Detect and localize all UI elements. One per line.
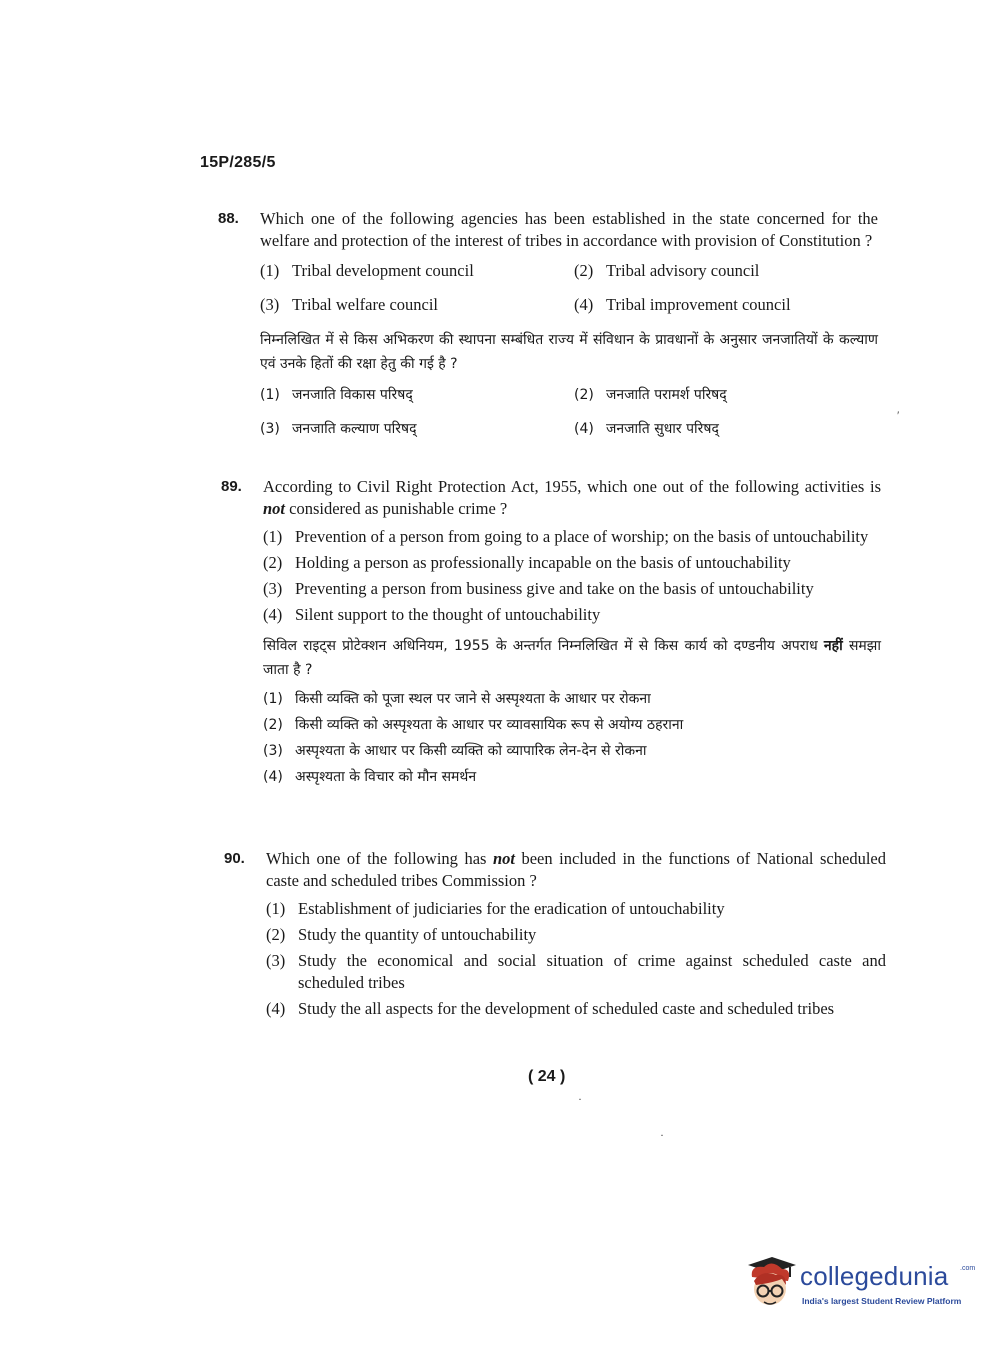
option <box>266 998 886 1020</box>
paper-code: 15P/285/5 <box>200 154 276 171</box>
option <box>266 898 886 920</box>
option-number: (1) <box>263 527 283 546</box>
option <box>266 924 886 946</box>
question-90 <box>224 848 886 1024</box>
scan-mark: ′ <box>897 408 900 422</box>
option-number: (4) <box>263 769 283 785</box>
option-text: Establishment of judiciaries for the eradication of untouchability <box>298 899 725 918</box>
option-text: Study the quantity of untouchability <box>298 925 537 944</box>
option-text: जनजाति सुधार परिषद् <box>606 421 719 437</box>
mascot-icon <box>742 1255 798 1311</box>
option-number: (2) <box>574 261 594 280</box>
option-number: (4) <box>263 605 283 624</box>
options-en <box>266 898 886 1020</box>
scan-mark: · <box>578 1092 582 1106</box>
option-number: (1) <box>260 261 280 280</box>
option <box>260 418 574 440</box>
option-number: (3) <box>260 421 280 437</box>
option-text: Tribal advisory council <box>606 261 760 280</box>
option-text: अस्पृश्यता के आधार पर किसी व्यक्ति को व्यापारिक लेन-देन से रोकना <box>295 743 647 759</box>
scan-mark: · <box>660 1128 664 1142</box>
option <box>263 688 881 710</box>
option-number: (1) <box>266 899 286 918</box>
option-text: किसी व्यक्ति को पूजा स्थल पर जाने से अस्पृश्यता के आधार पर रोकना <box>295 691 651 707</box>
emphasis-not: not <box>492 849 515 868</box>
option <box>260 260 574 282</box>
option-text: Tribal improvement council <box>606 295 791 314</box>
emphasis-nahin: नहीं <box>823 638 843 654</box>
option-number: (2) <box>266 925 286 944</box>
option-number: (3) <box>266 951 286 970</box>
option <box>260 294 574 316</box>
option <box>263 526 881 548</box>
option <box>574 384 878 406</box>
option <box>263 740 881 762</box>
option-text: Tribal welfare council <box>292 295 439 314</box>
option-number: (2) <box>574 387 594 403</box>
question-text-en <box>266 848 886 892</box>
question-88 <box>218 208 878 444</box>
option-number: (3) <box>263 743 283 759</box>
option <box>266 950 886 994</box>
question-text-hi <box>263 634 881 682</box>
option-number: (3) <box>260 295 280 314</box>
page-number: ( 24 ) <box>528 1068 566 1085</box>
option-number: (1) <box>263 691 283 707</box>
option <box>263 578 881 600</box>
option-text: जनजाति कल्याण परिषद् <box>292 421 417 437</box>
option-text: Study the all aspects for the development of scheduled caste and scheduled tribes <box>298 999 835 1018</box>
question-89 <box>221 476 881 792</box>
option-text: Prevention of a person from going to a place of worship; on the basis of untouchability <box>295 527 869 546</box>
option-text: जनजाति विकास परिषद् <box>292 387 413 403</box>
option-text: Study the economical and social situation of crime against scheduled caste and scheduled tribes <box>298 951 886 992</box>
option <box>263 604 881 626</box>
question-text-part: been included in the functions of National scheduled caste and scheduled tribes Commission ? <box>266 849 886 890</box>
option-text: Silent support to the thought of untouchability <box>295 605 601 624</box>
question-text-part: सिविल राइट्स प्रोटेक्शन अधिनियम, 1955 के अन्तर्गत निम्नलिखित में से किस कार्य को दण्डनीय अपराध <box>263 638 824 654</box>
question-text-part: Which one of the following has <box>266 849 493 868</box>
emphasis-not: not <box>263 499 286 518</box>
question-text-part: According to Civil Right Protection Act, 1955, which one out of the following activities is <box>263 477 881 496</box>
option-number: (3) <box>263 579 283 598</box>
question-text-part: समझा जाता है ? <box>263 638 881 678</box>
option-text: Preventing a person from business give and take on the basis of untouchability <box>295 579 814 598</box>
question-text-part: considered as punishable crime ? <box>285 499 508 518</box>
option-number: (2) <box>263 717 283 733</box>
brand-dotcom: .com <box>960 1265 976 1272</box>
collegedunia-logo <box>742 1255 976 1315</box>
question-text-en: Which one of the following agencies has been established in the state concerned for the welfare and protection of the interest of tribes in accordance with provision of Constitution ? <box>260 209 878 250</box>
question-text-en <box>263 476 881 520</box>
options-hi <box>260 384 878 444</box>
question-number: 90. <box>224 850 245 867</box>
question-number: 89. <box>221 478 242 495</box>
option <box>263 766 881 788</box>
question-number: 88. <box>218 210 239 227</box>
options-hi <box>263 688 881 788</box>
options-en <box>263 526 881 626</box>
brand-name: collegedunia <box>800 1261 949 1291</box>
option-text: Holding a person as professionally incapable on the basis of untouchability <box>295 553 791 572</box>
option-number: (4) <box>266 999 286 1018</box>
option-text: जनजाति परामर्श परिषद् <box>606 387 727 403</box>
question-text-hi: निम्नलिखित में से किस अभिकरण की स्थापना सम्बंधित राज्य में संविधान के प्रावधानों के अनुसार जनजातियों के कल्याण एवं उनके हितों की रक्षा हेतु की गई है ? <box>260 332 878 372</box>
option-text: Tribal development council <box>292 261 474 280</box>
option <box>574 294 878 316</box>
option-number: (1) <box>260 387 280 403</box>
option <box>260 384 574 406</box>
brand-tagline: India's largest Student Review Platform <box>802 1296 962 1306</box>
option-text: किसी व्यक्ति को अस्पृश्यता के आधार पर व्यावसायिक रूप से अयोग्य ठहराना <box>295 717 684 733</box>
option <box>574 418 878 440</box>
options-en <box>260 260 878 320</box>
option-number: (4) <box>574 421 594 437</box>
option-number: (4) <box>574 295 594 314</box>
option <box>574 260 878 282</box>
option <box>263 714 881 736</box>
option-number: (2) <box>263 553 283 572</box>
option <box>263 552 881 574</box>
option-text: अस्पृश्यता के विचार को मौन समर्थन <box>295 769 477 785</box>
